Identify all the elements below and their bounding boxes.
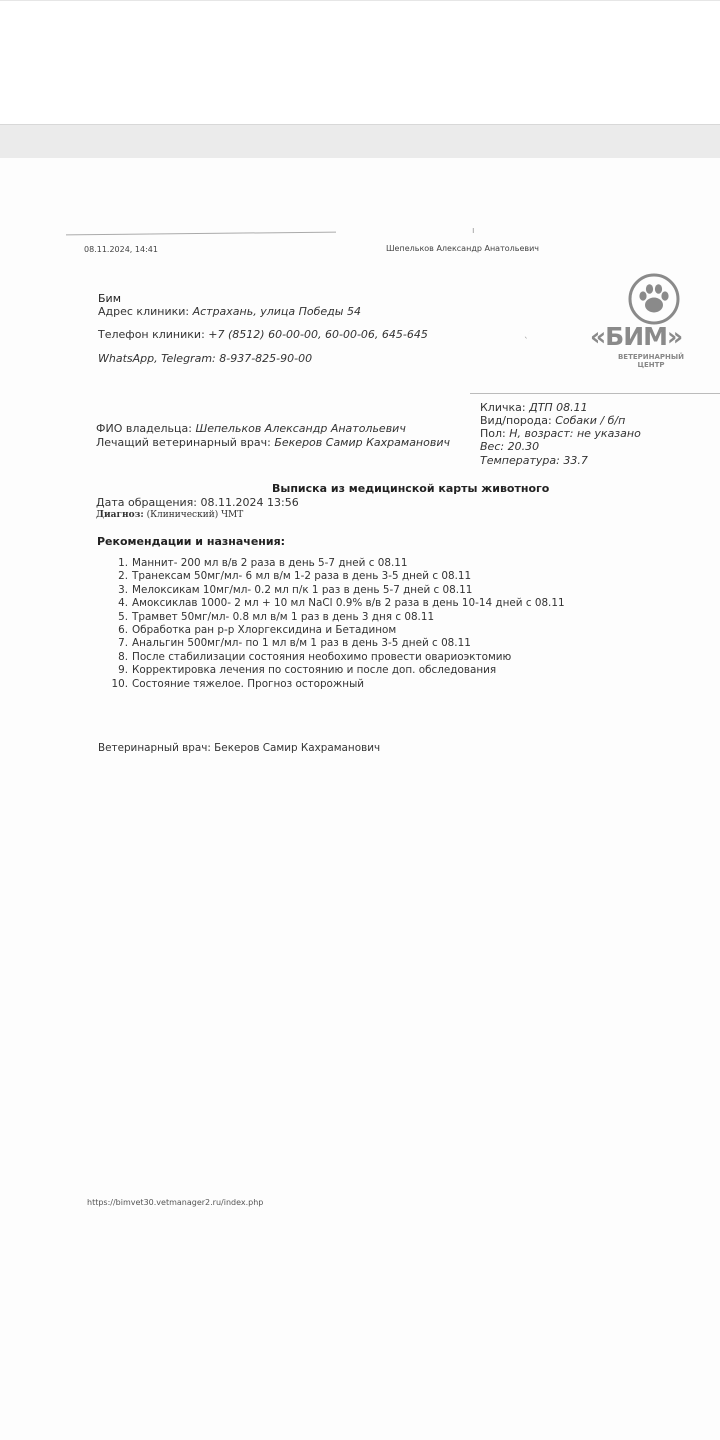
clinic-address-value: Астрахань, улица Победы 54 <box>192 305 361 318</box>
paw-logo-icon <box>624 272 684 326</box>
visit-date-value: 08.11.2024 13:56 <box>200 496 299 509</box>
list-item: 4. Амоксиклав 1000- 2 мл + 10 мл NaCl 0.9% в/в 2 раза в день 10-14 дней с 08.11 <box>118 597 565 610</box>
owner-fio-label: ФИО владельца: <box>96 422 192 435</box>
pet-species-label: Вид/порода: <box>480 414 552 427</box>
attending-doctor-label: Лечащий ветеринарный врач: <box>96 436 271 449</box>
owner-fio-value: Шепельков Александр Анатольевич <box>195 422 406 435</box>
patient-block-rule <box>470 393 720 394</box>
signature-label: Ветеринарный врач: <box>98 742 211 754</box>
diagnosis-label: Диагноз: <box>96 510 144 520</box>
clinic-logo <box>586 272 720 376</box>
pet-temperature-label: Температура: <box>480 454 560 467</box>
recommendations-title: Рекомендации и назначения: <box>97 535 286 548</box>
pet-weight-value: 20.30 <box>507 440 540 453</box>
clinic-phone <box>98 328 428 341</box>
pet-nickname-value: ДТП 08.11 <box>529 401 588 414</box>
list-item: 9. Корректировка лечения по состоянию и после доп. обследования <box>118 664 497 677</box>
footer-url: https://bimvet30.vetmanager2.ru/index.php <box>87 1198 264 1207</box>
list-item: 2. Транексам 50мг/мл- 6 мл в/м 1-2 раза в день 3-5 дней с 08.11 <box>118 570 472 583</box>
recommendations-list <box>106 557 565 691</box>
document-title: Выписка из медицинской карты животного <box>272 482 550 495</box>
clinic-name: Бим <box>98 292 121 305</box>
list-item: 1. Маннит- 200 мл в/в 2 раза в день 5-7 дней с 08.11 <box>118 557 408 569</box>
list-item: 6. Обработка ран р-р Хлоргексидина и Бетадином <box>118 624 397 637</box>
pet-weight <box>480 440 539 453</box>
clinic-address <box>98 305 361 318</box>
clinic-phone-label: Телефон клиники: <box>98 328 205 341</box>
clinic-phone-value: +7 (8512) 60-00-00, 60-00-06, 645-645 <box>208 328 428 341</box>
attending-doctor-value: Бекеров Самир Кахраманович <box>274 436 450 449</box>
logo-subtitle: ВЕТЕРИНАРНЫЙ ЦЕНТР <box>617 353 685 369</box>
pet-nickname-label: Кличка: <box>480 401 526 414</box>
owner-fio <box>96 422 406 435</box>
pet-sex-age-value: Н, возраст: не указано <box>509 427 641 440</box>
pet-sex-label: Пол: <box>480 427 506 440</box>
pet-temperature-value: 33.7 <box>563 454 588 467</box>
list-item: 5. Трамвет 50мг/мл- 0.8 мл в/м 1 раз в день 3 дня с 08.11 <box>118 610 435 623</box>
scan-mark: ı <box>472 226 475 236</box>
print-owner: Шепельков Александр Анатольевич <box>386 244 540 253</box>
list-item: 8. После стабилизации состояния необохимо провести овариоэктомию <box>118 650 512 663</box>
list-item: 3. Мелоксикам 10мг/мл- 0.2 мл п/к 1 раз в день 5-7 дней с 08.11 <box>118 583 473 596</box>
clinic-messengers: WhatsApp, Telegram: 8-937-825-90-00 <box>98 352 313 365</box>
pet-sex-age <box>480 427 641 440</box>
pet-weight-label: Вес: <box>480 440 505 453</box>
list-item: 7. Анальгин 500мг/мл- по 1 мл в/м 1 раз в день 3-5 дней с 08.11 <box>118 637 471 650</box>
signature-name: Бекеров Самир Кахраманович <box>214 742 381 754</box>
diagnosis <box>96 510 243 520</box>
scan-mark: ` <box>524 337 529 347</box>
logo-wordmark: «БИМ» <box>590 322 683 351</box>
pet-nickname <box>480 401 588 414</box>
print-datetime: 08.11.2024, 14:41 <box>84 245 158 254</box>
diagnosis-value: (Клинический) ЧМТ <box>146 510 244 520</box>
pet-species <box>480 414 625 427</box>
doctor-signature <box>98 742 380 754</box>
visit-date <box>96 496 299 509</box>
top-blank-area <box>0 0 720 125</box>
pet-species-value: Собаки / б/п <box>555 414 626 427</box>
pet-temperature <box>480 454 588 467</box>
attending-doctor <box>96 436 450 449</box>
list-item: 10. Состояние тяжелое. Прогноз осторожный <box>111 677 365 690</box>
page-separator <box>0 124 720 159</box>
clinic-address-label: Адрес клиники: <box>98 305 190 318</box>
visit-date-label: Дата обращения: <box>96 496 198 509</box>
